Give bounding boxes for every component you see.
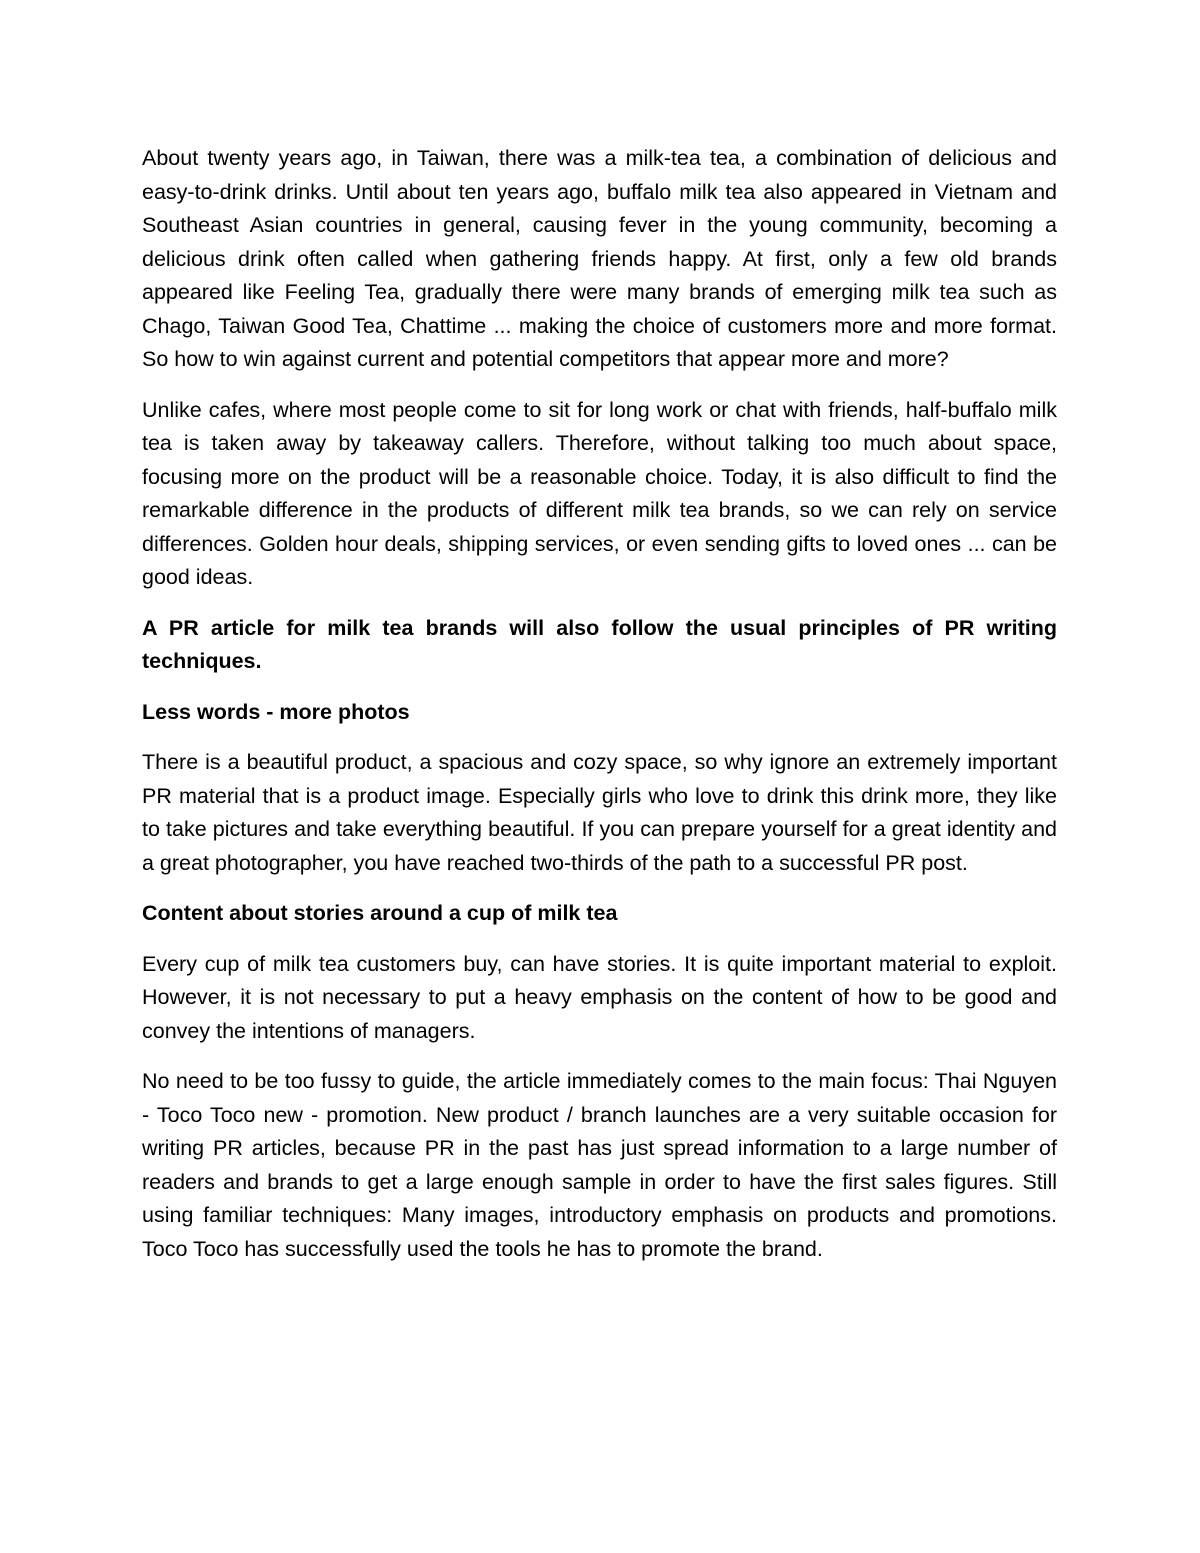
paragraph-cafes: Unlike cafes, where most people come to sit for long work or chat with friends, half-buffalo milk tea is taken away by takeaway callers. Therefore, without talking too much about space, focusing more on the product will be a reasonable choice. Today, it is also difficult to find the remarkable difference in the products of different milk tea brands, so we can rely on service differences. Golden hour deals, shipping services, or even sending gifts to loved ones ... can be good ideas. — [142, 397, 1057, 589]
heading-less-words: Less words - more photos — [142, 699, 410, 724]
paragraph-pr-principles: A PR article for milk tea brands will also follow the usual principles of PR writing techniques. — [142, 615, 1057, 673]
paragraph-toco-toco: No need to be too fussy to guide, the article immediately comes to the main focus: Thai Nguyen - Toco Toco new - promotion. New product / branch launches are a very suitable occasion for writing PR articles, because PR in the past has just spread information to a large number of readers and brands to get a large enough sample in order to have the first sales figures. Still using familiar techniques: Many images, introductory emphasis on products and promotions. Toco Toco has successfully used the tools he has to promote the brand. — [142, 1069, 1057, 1261]
heading-content-stories: Content about stories around a cup of milk tea — [142, 901, 618, 925]
paragraph-photos: There is a beautiful product, a spacious and cozy space, so why ignore an extremely important PR material that is a product image. Especially girls who love to drink this drink more, they like to take pictures and take everything beautiful. If you can prepare yourself for a great identity and a great photographer, you have reached two-thirds of the path to a successful PR post. — [142, 750, 1057, 875]
document-body — [142, 142, 1057, 1283]
paragraph-intro: About twenty years ago, in Taiwan, there was a milk-tea tea, a combination of delicious and easy-to-drink drinks. Until about ten years ago, buffalo milk tea also appeared in Vietnam and Southeast Asian countries in general, causing fever in the young community, becoming a delicious drink often called when gathering friends happy. At first, only a few old brands appeared like Feeling Tea, gradually there were many brands of emerging milk tea such as Chago, Taiwan Good Tea, Chattime ... making the choice of customers more and more format. So how to win against current and potential competitors that appear more and more? — [142, 146, 1057, 371]
paragraph-stories: Every cup of milk tea customers buy, can have stories. It is quite important material to exploit. However, it is not necessary to put a heavy emphasis on the content of how to be good and convey the intentions of managers. — [142, 951, 1057, 1043]
